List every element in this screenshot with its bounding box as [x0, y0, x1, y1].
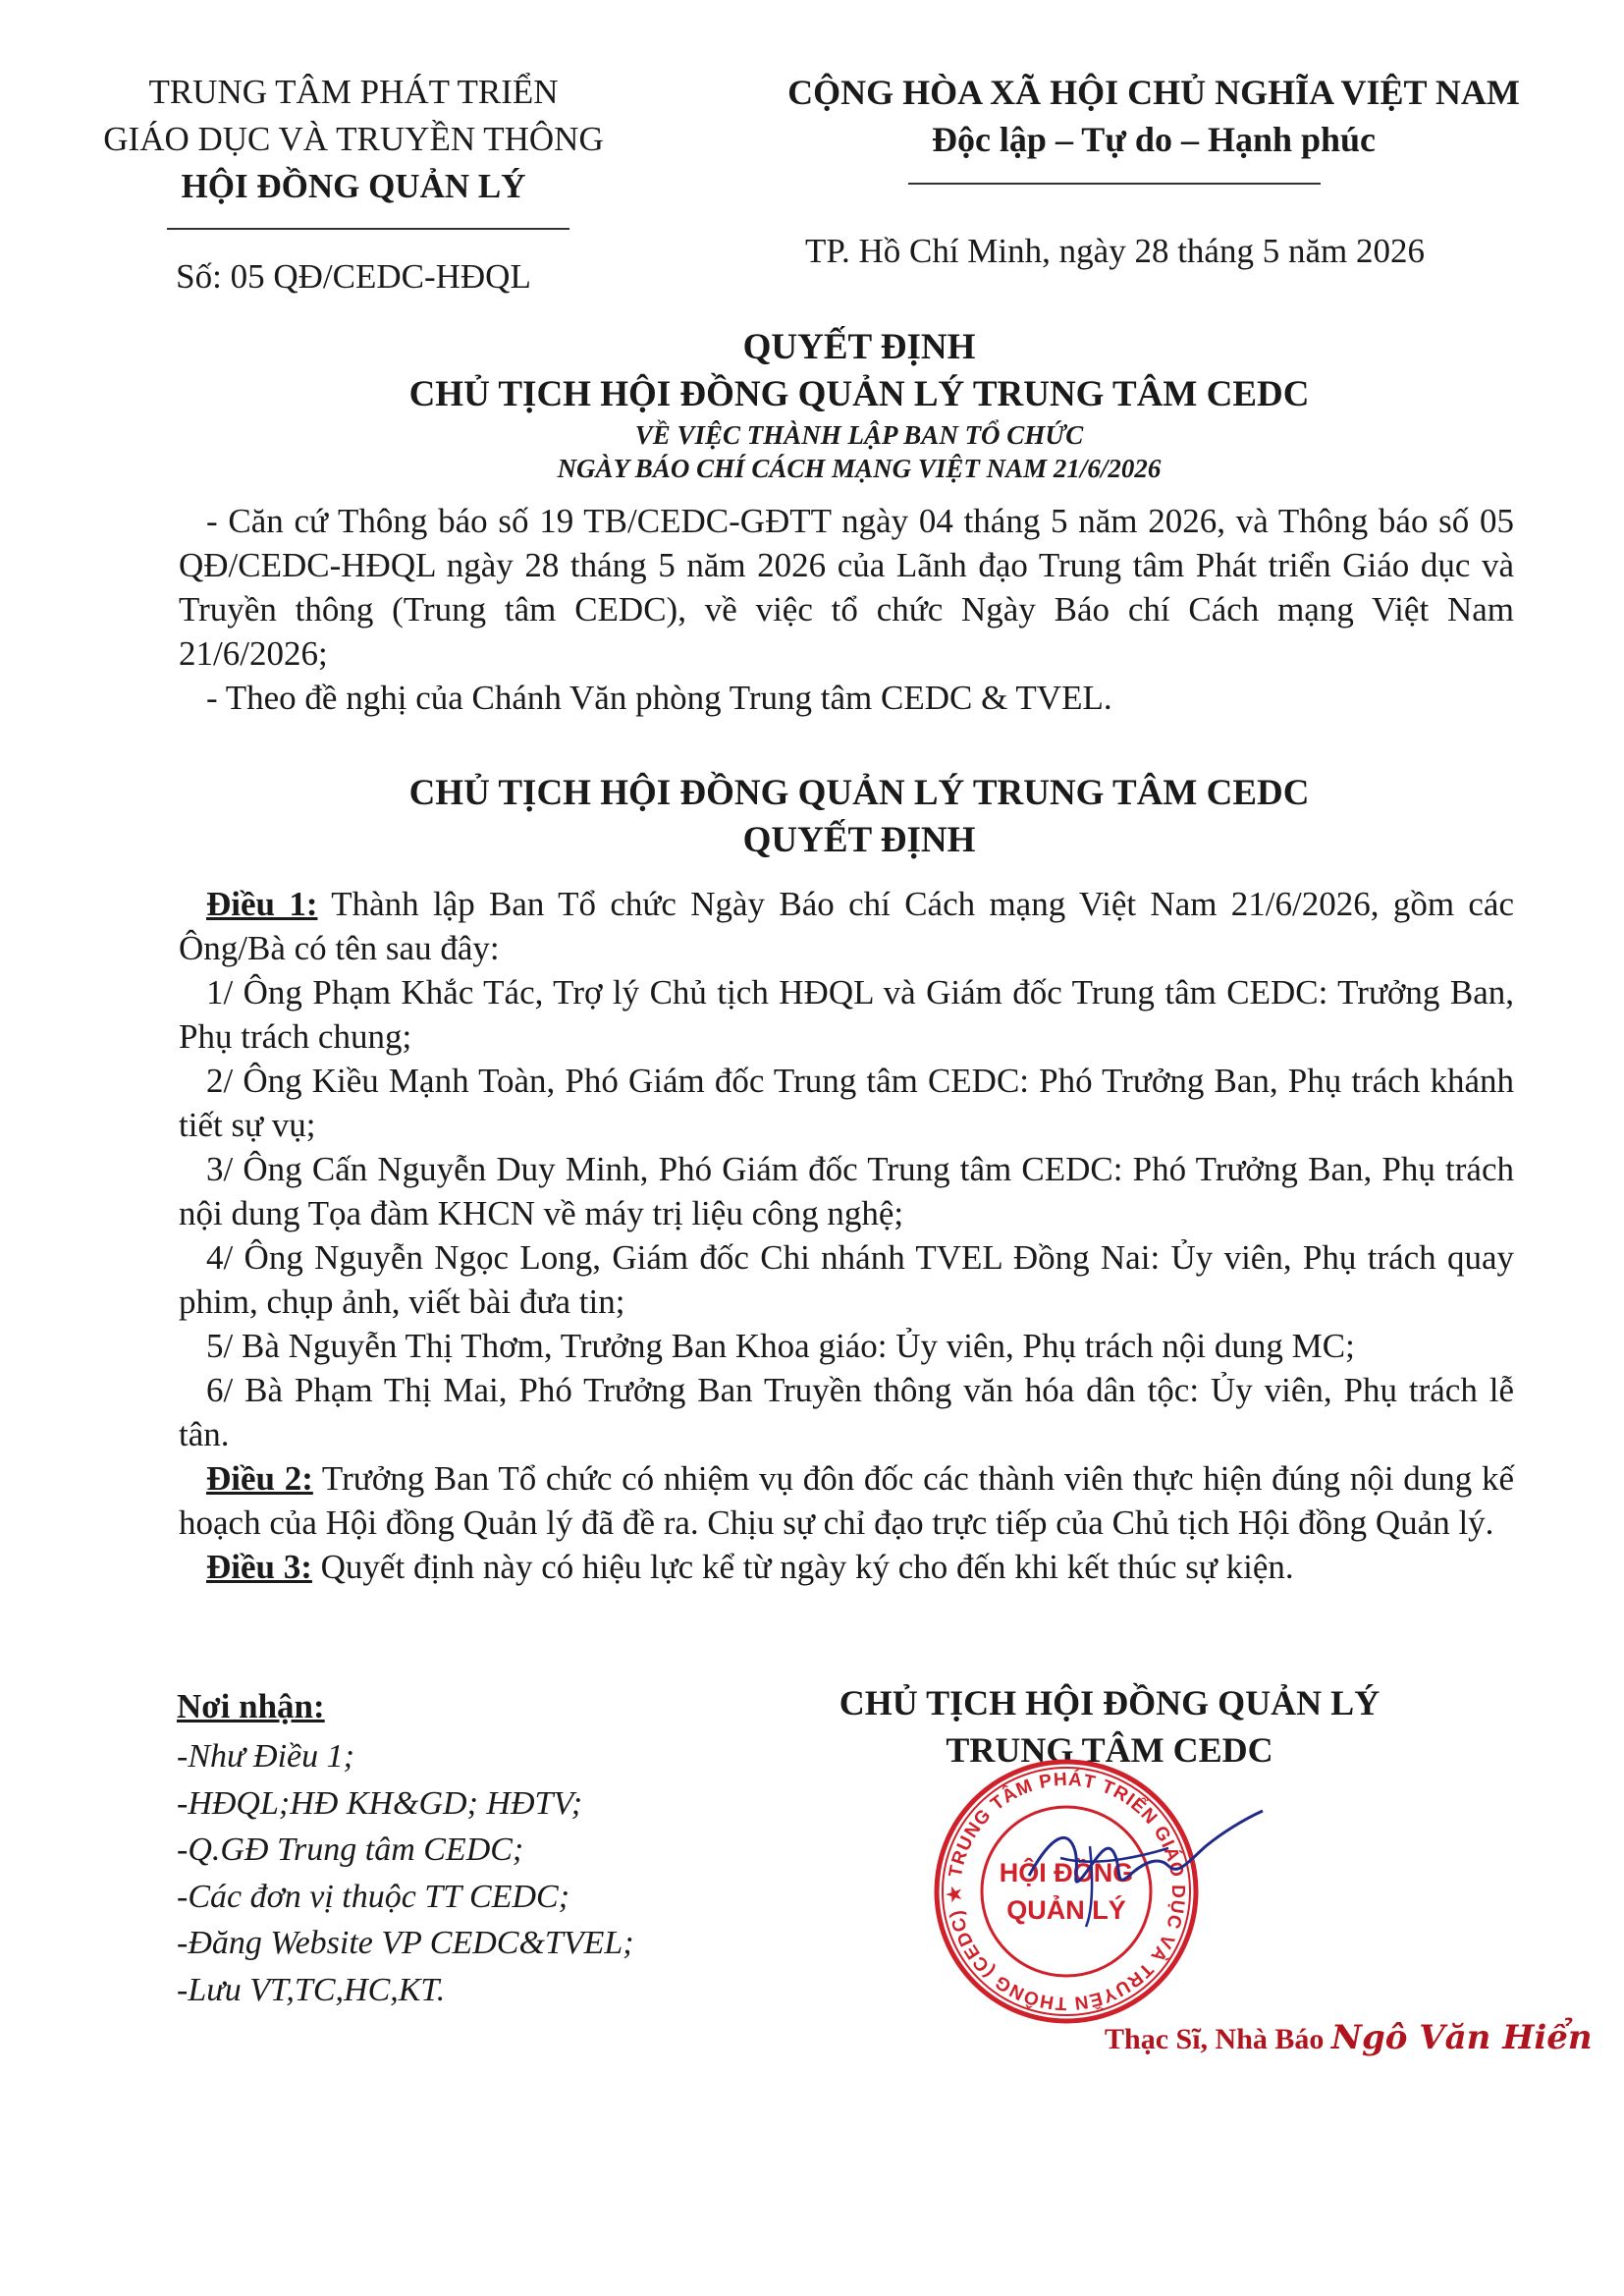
national-title: CỘNG HÒA XÃ HỘI CHỦ NGHĨA VIỆT NAM: [787, 73, 1520, 112]
decide-authority: CHỦ TỊCH HỘI ĐỒNG QUẢN LÝ TRUNG TÂM CEDC: [408, 773, 1310, 813]
recipient-item: -Các đơn vị thuộc TT CEDC;: [177, 1878, 570, 1915]
preamble-proposal: - Theo đề nghị của Chánh Văn phòng Trung tâm CEDC & TVEL.: [206, 679, 1112, 717]
recipient-item: -Q.GĐ Trung tâm CEDC;: [177, 1831, 524, 1868]
title-subject-1: VỀ VIỆC THÀNH LẬP BAN TỔ CHỨC: [634, 420, 1084, 450]
article-2: [179, 1456, 1514, 1545]
issuer-block: [59, 69, 648, 210]
article-2-label: Điều 2:: [206, 1459, 313, 1498]
recipient-item: -Lưu VT,TC,HC,KT.: [177, 1971, 446, 2008]
articles: [179, 882, 1514, 1589]
decide-word: QUYẾT ĐỊNH: [742, 820, 976, 860]
motto-divider: [908, 183, 1321, 185]
date-line: TP. Hồ Chí Minh, ngày 28 tháng 5 năm 2026: [805, 232, 1425, 270]
signer-title-2: TRUNG TÂM CEDC: [946, 1730, 1273, 1770]
svg-text:TRUNG TÂM PHÁT TRIỂN GIÁO DỤC: TRUNG TÂM PHÁT TRIỂN GIÁO DỤC VÀ TRUYỀN THÔNG (CEDC) ★: [944, 1769, 1189, 2014]
signer-name: [1105, 2018, 1593, 2057]
article-1-label: Điều 1:: [206, 885, 318, 923]
recipient-item: -Như Điều 1;: [177, 1738, 354, 1775]
member-item: 5/ Bà Nguyễn Thị Thơm, Trưởng Ban Khoa giáo: Ủy viên, Phụ trách nội dung MC;: [206, 1327, 1355, 1365]
signer-title-1: CHỦ TỊCH HỘI ĐỒNG QUẢN LÝ: [839, 1683, 1380, 1722]
article-3-label: Điều 3:: [206, 1548, 312, 1586]
issuer-line-2: GIÁO DỤC VÀ TRUYỀN THÔNG: [103, 120, 604, 158]
title-authority: CHỦ TỊCH HỘI ĐỒNG QUẢN LÝ TRUNG TÂM CEDC: [408, 374, 1310, 414]
article-1: [179, 882, 1514, 970]
article-1-text: Thành lập Ban Tổ chức Ngày Báo chí Cách mạng Việt Nam 21/6/2026, gồm các Ông/Bà có tên sau đây:: [179, 885, 1514, 967]
preamble: [179, 499, 1514, 720]
signer-fullname: Ngô Văn Hiển: [1330, 2018, 1593, 2057]
handwritten-signature: [1021, 1797, 1267, 1935]
member-item: 1/ Ông Phạm Khắc Tác, Trợ lý Chủ tịch HĐQL và Giám đốc Trung tâm CEDC: Trưởng Ban, Phụ trách chung;: [179, 973, 1514, 1056]
national-header: [717, 69, 1591, 163]
recipients-list: [177, 1733, 634, 2013]
document-number: Số: 05 QĐ/CEDC-HĐQL: [176, 257, 531, 296]
title-subject-2: NGÀY BÁO CHÍ CÁCH MẠNG VIỆT NAM 21/6/2026: [557, 454, 1162, 483]
national-motto: Độc lập – Tự do – Hạnh phúc: [931, 120, 1377, 159]
decide-heading: [147, 770, 1571, 864]
member-item: 3/ Ông Cấn Nguyễn Duy Minh, Phó Giám đốc Trung tâm CEDC: Phó Trưởng Ban, Phụ trách nội dung Tọa đàm KHCN về máy trị liệu công nghệ;: [179, 1150, 1514, 1232]
document-title: [147, 324, 1571, 485]
issuer-line-1: TRUNG TÂM PHÁT TRIỂN: [148, 73, 559, 111]
recipient-item: -Đăng Website VP CEDC&TVEL;: [177, 1925, 634, 1961]
recipient-item: -HĐQL;HĐ KH&GD; HĐTV;: [177, 1784, 583, 1822]
title-decision: QUYẾT ĐỊNH: [742, 327, 976, 367]
signer-prefix: Thạc Sĩ, Nhà Báo: [1105, 2023, 1325, 2055]
svg-text:HỘI ĐỒNG: HỘI ĐỒNG: [999, 1858, 1134, 1887]
preamble-basis: - Căn cứ Thông báo số 19 TB/CEDC-GĐTT ngày 04 tháng 5 năm 2026, và Thông báo số 05 QĐ/CEDC-HĐQL ngày 28 tháng 5 năm 2026 của Lãnh đạo Trung tâm Phát triển Giáo dục và Truyền thông (Trung tâm CEDC), về việc tổ chức Ngày Báo chí Cách mạng Việt Nam 21/6/2026;: [179, 502, 1514, 673]
issuer-line-3: HỘI ĐỒNG QUẢN LÝ: [181, 167, 526, 205]
member-item: 2/ Ông Kiều Mạnh Toàn, Phó Giám đốc Trung tâm CEDC: Phó Trưởng Ban, Phụ trách khánh tiết sự vụ;: [179, 1062, 1514, 1144]
recipients-title: Nơi nhận:: [177, 1687, 325, 1725]
article-3: [179, 1545, 1514, 1589]
article-2-text: Trưởng Ban Tổ chức có nhiệm vụ đôn đốc các thành viên thực hiện đúng nội dung kế hoạch của Hội đồng Quản lý đã đề ra. Chịu sự chỉ đạo trực tiếp của Chủ tịch Hội đồng Quản lý.: [179, 1459, 1514, 1542]
article-3-text: Quyết định này có hiệu lực kể từ ngày ký cho đến khi kết thúc sự kiện.: [311, 1548, 1294, 1586]
issuer-divider: [167, 228, 569, 230]
member-item: 6/ Bà Phạm Thị Mai, Phó Trưởng Ban Truyền thông văn hóa dân tộc: Ủy viên, Phụ trách lễ tân.: [179, 1371, 1514, 1453]
svg-text:QUẢN LÝ: QUẢN LÝ: [1006, 1895, 1126, 1925]
member-item: 4/ Ông Nguyễn Ngọc Long, Giám đốc Chi nhánh TVEL Đồng Nai: Ủy viên, Phụ trách quay phim, chụp ảnh, viết bài đưa tin;: [179, 1238, 1514, 1321]
